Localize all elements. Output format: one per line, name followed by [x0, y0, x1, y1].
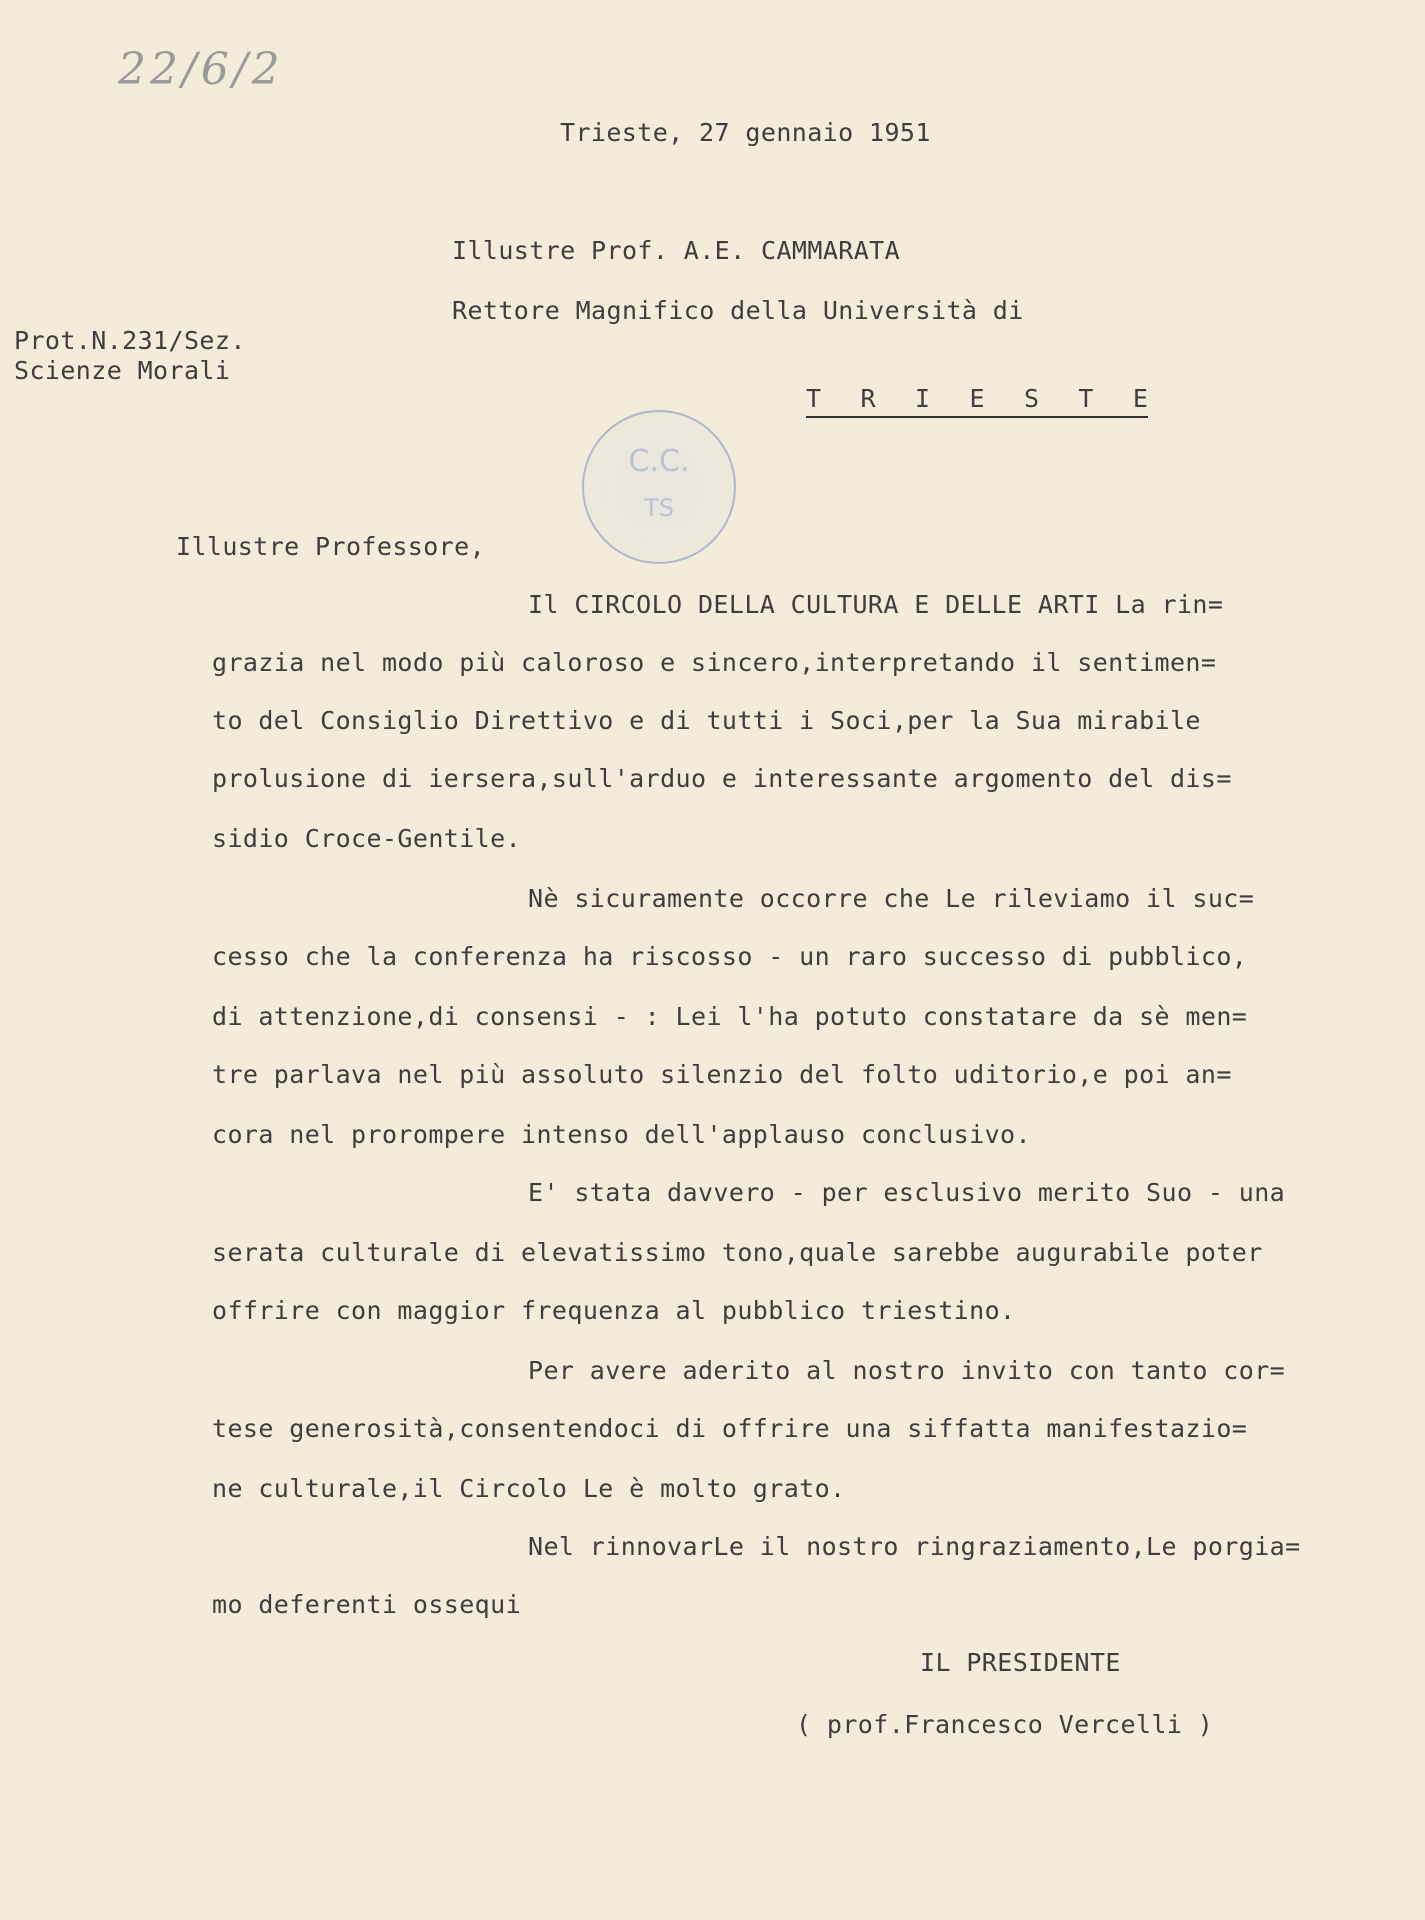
city-letter: I: [914, 384, 931, 413]
body-line: di attenzione,di consensi - : Lei l'ha potuto constatare da sè men=: [212, 1002, 1248, 1031]
city-letter: T: [1078, 384, 1094, 413]
addressee-title: Rettore Magnifico della Università di: [452, 296, 1024, 325]
body-line: offrire con maggior frequenza al pubblico triestino.: [212, 1296, 1016, 1325]
protocol-section: Scienze Morali: [14, 356, 231, 385]
body-line: cora nel prorompere intenso dell'applauso conclusivo.: [212, 1120, 1031, 1149]
body-line: grazia nel modo più caloroso e sincero,interpretando il sentimen=: [212, 648, 1217, 677]
body-line: prolusione di iersera,sull'arduo e interessante argomento del dis=: [212, 764, 1232, 793]
city-letter: E: [969, 384, 985, 413]
addressee-name: Illustre Prof. A.E. CAMMARATA: [452, 236, 901, 265]
addressee-city: [806, 384, 1148, 418]
body-line: Nè sicuramente occorre che Le rileviamo il suc=: [528, 884, 1255, 913]
city-letter: T: [806, 384, 822, 413]
salutation: Illustre Professore,: [176, 532, 486, 561]
body-line: E' stata davvero - per esclusivo merito Suo - una: [528, 1178, 1286, 1207]
ink-stamp: [582, 410, 736, 564]
body-line: mo deferenti ossequi: [212, 1590, 522, 1619]
city-letter: E: [1132, 384, 1148, 413]
signature-name: ( prof.Francesco Vercelli ): [796, 1710, 1214, 1739]
signature-role: IL PRESIDENTE: [920, 1648, 1121, 1677]
body-line: ne culturale,il Circolo Le è molto grato.: [212, 1474, 846, 1503]
body-line: cesso che la conferenza ha riscosso - un raro successo di pubblico,: [212, 942, 1248, 971]
protocol-number: Prot.N.231/Sez.: [14, 326, 246, 355]
handwritten-reference: 22/6/2: [118, 44, 284, 95]
body-line: to del Consiglio Direttivo e di tutti i Soci,per la Sua mirabile: [212, 706, 1201, 735]
body-line: sidio Croce-Gentile.: [212, 824, 522, 853]
stamp-text-top: C.C.: [628, 444, 690, 479]
body-line: tese generosità,consentendoci di offrire una siffatta manifestazio=: [212, 1414, 1248, 1443]
city-letter: R: [860, 384, 876, 413]
body-line: Nel rinnovarLe il nostro ringraziamento,Le porgia=: [528, 1532, 1301, 1561]
body-line: Per avere aderito al nostro invito con tanto cor=: [528, 1356, 1286, 1385]
date-line: Trieste, 27 gennaio 1951: [560, 118, 931, 147]
city-letter: S: [1023, 384, 1039, 413]
stamp-text-bottom: TS: [644, 494, 674, 522]
body-line: tre parlava nel più assoluto silenzio del folto uditorio,e poi an=: [212, 1060, 1232, 1089]
body-line: Il CIRCOLO DELLA CULTURA E DELLE ARTI La rin=: [528, 590, 1224, 619]
body-line: serata culturale di elevatissimo tono,quale sarebbe augurabile poter: [212, 1238, 1263, 1267]
